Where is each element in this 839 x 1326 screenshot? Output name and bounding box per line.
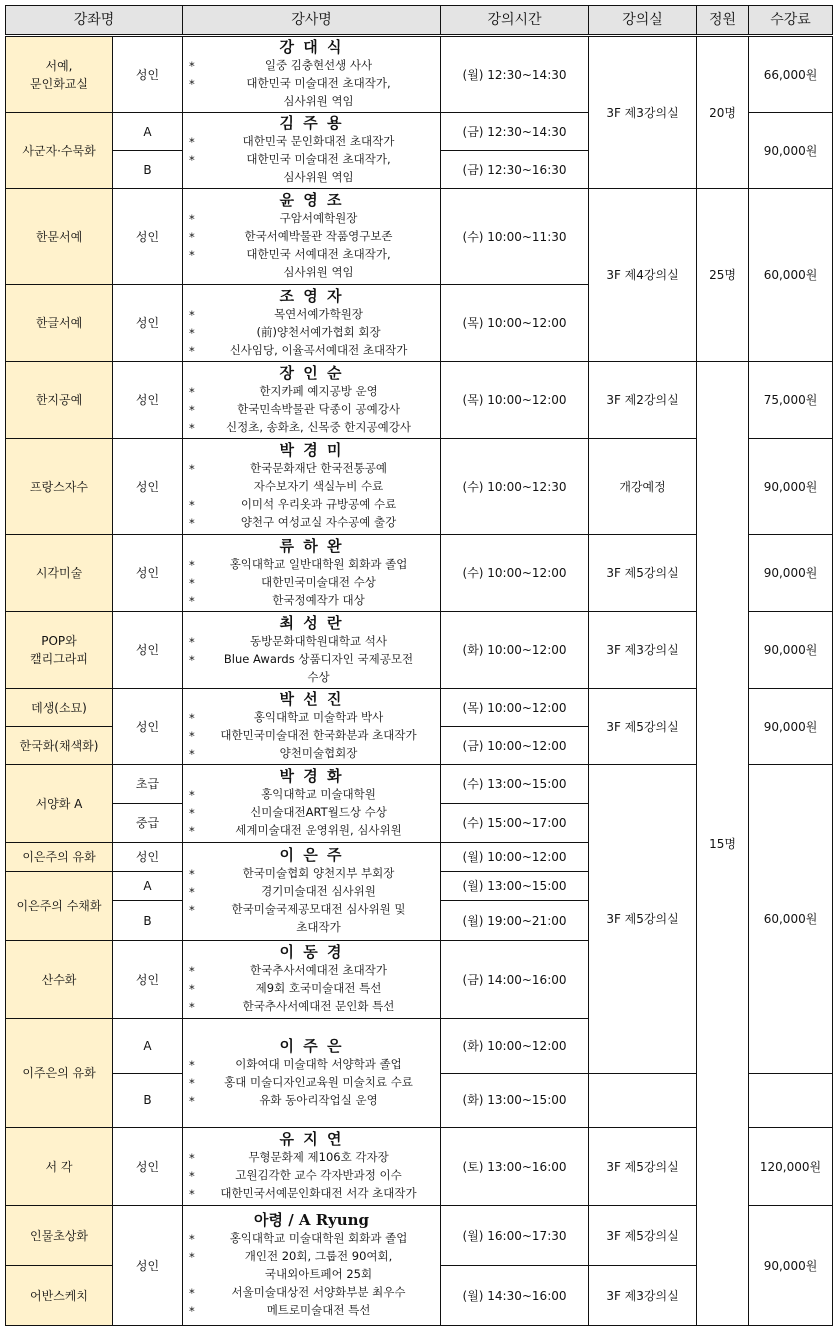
capacity: 20명 — [697, 36, 749, 189]
class-time: (월) 10:00~12:00 — [441, 843, 589, 872]
instructor-name: 박 경 미 — [279, 441, 344, 459]
class-time: (수) 10:00~12:30 — [441, 439, 589, 535]
instructor-cell — [183, 439, 441, 535]
credential: * 대한민국 미술대전 초대작가, 심사위원 역임 — [189, 74, 436, 110]
course-level: 성인 — [113, 189, 183, 285]
instructor-cell — [183, 362, 441, 439]
class-time: (목) 10:00~12:00 — [441, 362, 589, 439]
instructor-cell — [183, 285, 441, 362]
course-name: POP와 캘리그라피 — [6, 612, 113, 689]
course-level: 성인 — [113, 689, 183, 765]
instructor-name: 김 주 용 — [279, 114, 344, 132]
credential: * 대한민국 미술대전 초대작가, 심사위원 역임 — [189, 150, 436, 186]
class-time: (월) 13:00~15:00 — [441, 872, 589, 901]
instructor-cell — [183, 612, 441, 689]
course-name: 사군자·수묵화 — [6, 113, 113, 189]
tuition-fee: 90,000원 — [749, 439, 833, 535]
course-level: 성인 — [113, 612, 183, 689]
classroom: 3F 제5강의실 — [589, 689, 697, 765]
tuition-fee: 90,000원 — [749, 1206, 833, 1326]
instructor-name: 강 대 식 — [279, 38, 344, 56]
course-level: 성인 — [113, 439, 183, 535]
course-name: 한글서예 — [6, 285, 113, 362]
credential: * 홍익대학교 미술학과 박사 — [189, 708, 436, 726]
credential: * 대한민국 문인화대전 초대작가 — [189, 132, 436, 150]
classroom: 3F 제3강의실 — [589, 36, 697, 189]
credential: * 한지카페 예지공방 운영 — [189, 382, 436, 400]
class-time: (금) 10:00~12:00 — [441, 727, 589, 765]
classroom: 3F 제2강의실 — [589, 362, 697, 439]
course-name: 서 각 — [6, 1128, 113, 1206]
course-level: 성인 — [113, 1206, 183, 1326]
tuition-fee: 60,000원 — [749, 189, 833, 362]
course-level: A — [113, 113, 183, 151]
credential: * 고원김각한 교수 각자반과정 이수 — [189, 1166, 436, 1184]
course-name: 한문서예 — [6, 189, 113, 285]
course-level: 성인 — [113, 535, 183, 612]
credential: * 일중 김충현선생 사사 — [189, 56, 436, 74]
credential: * 한국문화재단 한국전통공예 자수보자기 색실누비 수료 — [189, 459, 436, 495]
instructor-cell — [183, 1128, 441, 1206]
credential: * 홍익대학교 미술대학원 — [189, 785, 436, 803]
credential: * 한국정예작가 대상 — [189, 591, 436, 609]
credential: * 신미술대전ART월드상 수상 — [189, 803, 436, 821]
course-level: B — [113, 901, 183, 941]
credential: * 양천구 여성교실 자수공예 출강 — [189, 513, 436, 531]
credential: * 대한민국 서예대전 초대작가, 심사위원 역임 — [189, 245, 436, 281]
course-level: 성인 — [113, 1128, 183, 1206]
credential: * (前)양천서예가협회 회장 — [189, 323, 436, 341]
classroom: 3F 제5강의실 — [589, 1128, 697, 1206]
credential: * 신정초, 송화초, 신목중 한지공예강사 — [189, 418, 436, 436]
credential: * 경기미술대전 심사위원 — [189, 882, 436, 900]
classroom: 3F 제5강의실 — [589, 535, 697, 612]
credential: * 한국미술국제공모대전 심사위원 및 초대작가 — [189, 900, 436, 936]
credential: * 제9회 호국미술대전 특선 — [189, 979, 436, 997]
course-level: 성인 — [113, 362, 183, 439]
course-level: B — [113, 151, 183, 189]
class-time: (목) 10:00~12:00 — [441, 689, 589, 727]
classroom: 3F 제3강의실 — [589, 612, 697, 689]
credential: * 홍익대학교 일반대학원 회화과 졸업 — [189, 555, 436, 573]
credential: * 개인전 20회, 그룹전 90여회, 국내외아트페어 25회 — [189, 1247, 436, 1283]
course-name: 한국화(채색화) — [6, 727, 113, 765]
course-level: 중급 — [113, 804, 183, 843]
table-row — [6, 189, 833, 285]
credential: * 메트로미술대전 특선 — [189, 1301, 436, 1319]
instructor-cell — [183, 941, 441, 1019]
instructor-name: 박 경 화 — [279, 767, 344, 785]
course-level: 성인 — [113, 843, 183, 872]
class-time: (월) 16:00~17:30 — [441, 1206, 589, 1266]
header-capacity: 정원 — [697, 6, 749, 36]
classroom: 3F 제4강의실 — [589, 189, 697, 362]
class-time: (월) 14:30~16:00 — [441, 1266, 589, 1326]
credential: * Blue Awards 상품디자인 국제공모전 수상 — [189, 650, 436, 686]
instructor-name: 최 성 란 — [279, 613, 344, 632]
instructor-name: 조 영 자 — [279, 286, 344, 305]
class-time: (월) 19:00~21:00 — [441, 901, 589, 941]
course-level: 성인 — [113, 941, 183, 1019]
instructor-cell — [183, 1019, 441, 1128]
course-name: 이은주의 수채화 — [6, 872, 113, 941]
credential: * 서울미술대상전 서양화부분 최우수 — [189, 1283, 436, 1301]
course-name: 한지공예 — [6, 362, 113, 439]
credential: * 이미석 우리옷과 규방공예 수료 — [189, 495, 436, 513]
tuition-fee: 60,000원 — [749, 765, 833, 1074]
header-row — [6, 6, 833, 36]
instructor-cell — [183, 843, 441, 941]
instructor-name: 이 은 주 — [279, 846, 344, 864]
credential: * 유화 동아리작업실 운영 — [189, 1091, 436, 1109]
table-row — [6, 36, 833, 113]
instructor-cell — [183, 189, 441, 285]
course-level: 초급 — [113, 765, 183, 804]
capacity: 25명 — [697, 189, 749, 362]
header-time: 강의시간 — [441, 6, 589, 36]
instructor-cell — [183, 1206, 441, 1326]
instructor-name: 유 지 연 — [279, 1130, 344, 1148]
class-time: (금) 12:30~14:30 — [441, 113, 589, 151]
credential: * 대한민국미술대전 수상 — [189, 573, 436, 591]
instructor-name: 아령 / A Ryung — [254, 1211, 369, 1229]
classroom: 3F 제5강의실 — [589, 765, 697, 1074]
header-instructor: 강사명 — [183, 6, 441, 36]
course-level: B — [113, 1073, 183, 1128]
course-name: 어반스케치 — [6, 1266, 113, 1326]
class-time: (수) 10:00~12:00 — [441, 535, 589, 612]
instructor-name: 장 인 순 — [279, 363, 344, 382]
instructor-name: 이 동 경 — [279, 943, 344, 961]
instructor-cell — [183, 765, 441, 843]
class-time: (화) 10:00~12:00 — [441, 1019, 589, 1074]
credential: * 이화여대 미술대학 서양학과 졸업 — [189, 1055, 436, 1073]
credential: * 대한민국미술대전 한국화분과 초대작가 — [189, 726, 436, 744]
course-level: 성인 — [113, 36, 183, 113]
course-name: 이주은의 유화 — [6, 1019, 113, 1128]
course-level: A — [113, 1019, 183, 1074]
instructor-name: 윤 영 조 — [279, 191, 344, 209]
tuition-fee: 120,000원 — [749, 1128, 833, 1206]
class-time: (화) 10:00~12:00 — [441, 612, 589, 689]
course-name: 서예, 문인화교실 — [6, 36, 113, 113]
tuition-fee: 90,000원 — [749, 689, 833, 765]
instructor-cell — [183, 36, 441, 113]
header-fee: 수강료 — [749, 6, 833, 36]
course-name: 이은주의 유화 — [6, 843, 113, 872]
class-time: (토) 13:00~16:00 — [441, 1128, 589, 1206]
instructor-cell — [183, 113, 441, 189]
credential: * 홍대 미술디자인교육원 미술치료 수료 — [189, 1073, 436, 1091]
tuition-fee: 90,000원 — [749, 612, 833, 689]
class-time: (수) 15:00~17:00 — [441, 804, 589, 843]
class-time: (목) 10:00~12:00 — [441, 285, 589, 362]
course-schedule-table — [5, 5, 833, 1326]
credential: * 한국미술협회 양천지부 부회장 — [189, 864, 436, 882]
classroom: 3F 제3강의실 — [589, 1266, 697, 1326]
instructor-name: 이 주 은 — [279, 1036, 344, 1055]
credential: * 한국추사서예대전 초대작가 — [189, 961, 436, 979]
class-time: (수) 10:00~11:30 — [441, 189, 589, 285]
class-time: (화) 13:00~15:00 — [441, 1073, 589, 1128]
course-name: 인물초상화 — [6, 1206, 113, 1266]
credential: * 목연서예가학원장 — [189, 305, 436, 323]
course-name: 프랑스자수 — [6, 439, 113, 535]
instructor-cell — [183, 689, 441, 765]
class-time: (금) 14:00~16:00 — [441, 941, 589, 1019]
credential: * 한국추사서예대전 문인화 특선 — [189, 997, 436, 1015]
credential: * 무형문화제 제106호 각자장 — [189, 1148, 436, 1166]
course-name: 산수화 — [6, 941, 113, 1019]
credential: * 한국민속박물관 닥종이 공예강사 — [189, 400, 436, 418]
course-name: 데생(소묘) — [6, 689, 113, 727]
table-row — [6, 362, 833, 439]
credential: * 양천미술협회장 — [189, 744, 436, 762]
class-time: (금) 12:30~16:30 — [441, 151, 589, 189]
credential: * 홍익대학교 미술대학원 회화과 졸업 — [189, 1229, 436, 1247]
instructor-name: 류 하 완 — [279, 536, 344, 555]
course-level: 성인 — [113, 285, 183, 362]
capacity: 15명 — [697, 362, 749, 1326]
course-name: 시각미술 — [6, 535, 113, 612]
credential: * 세계미술대전 운영위원, 심사위원 — [189, 821, 436, 839]
instructor-name: 박 선 진 — [279, 690, 344, 708]
instructor-cell — [183, 535, 441, 612]
credential: * 구암서예학원장 — [189, 209, 436, 227]
credential: * 신사임당, 이율곡서예대전 초대작가 — [189, 341, 436, 359]
tuition-fee: 90,000원 — [749, 535, 833, 612]
tuition-fee: 66,000원 — [749, 36, 833, 113]
class-time: (수) 13:00~15:00 — [441, 765, 589, 804]
credential: * 동방문화대학원대학교 석사 — [189, 632, 436, 650]
classroom: 3F 제5강의실 — [589, 1206, 697, 1266]
course-name: 서양화 A — [6, 765, 113, 843]
header-course: 강좌명 — [6, 6, 183, 36]
classroom: 개강예정 — [589, 439, 697, 535]
tuition-fee: 90,000원 — [749, 113, 833, 189]
credential: * 한국서예박물관 작품영구보존 — [189, 227, 436, 245]
header-room: 강의실 — [589, 6, 697, 36]
tuition-fee: 75,000원 — [749, 362, 833, 439]
credential: * 대한민국서예문인화대전 서각 초대작가 — [189, 1184, 436, 1202]
class-time: (월) 12:30~14:30 — [441, 36, 589, 113]
course-level: A — [113, 872, 183, 901]
